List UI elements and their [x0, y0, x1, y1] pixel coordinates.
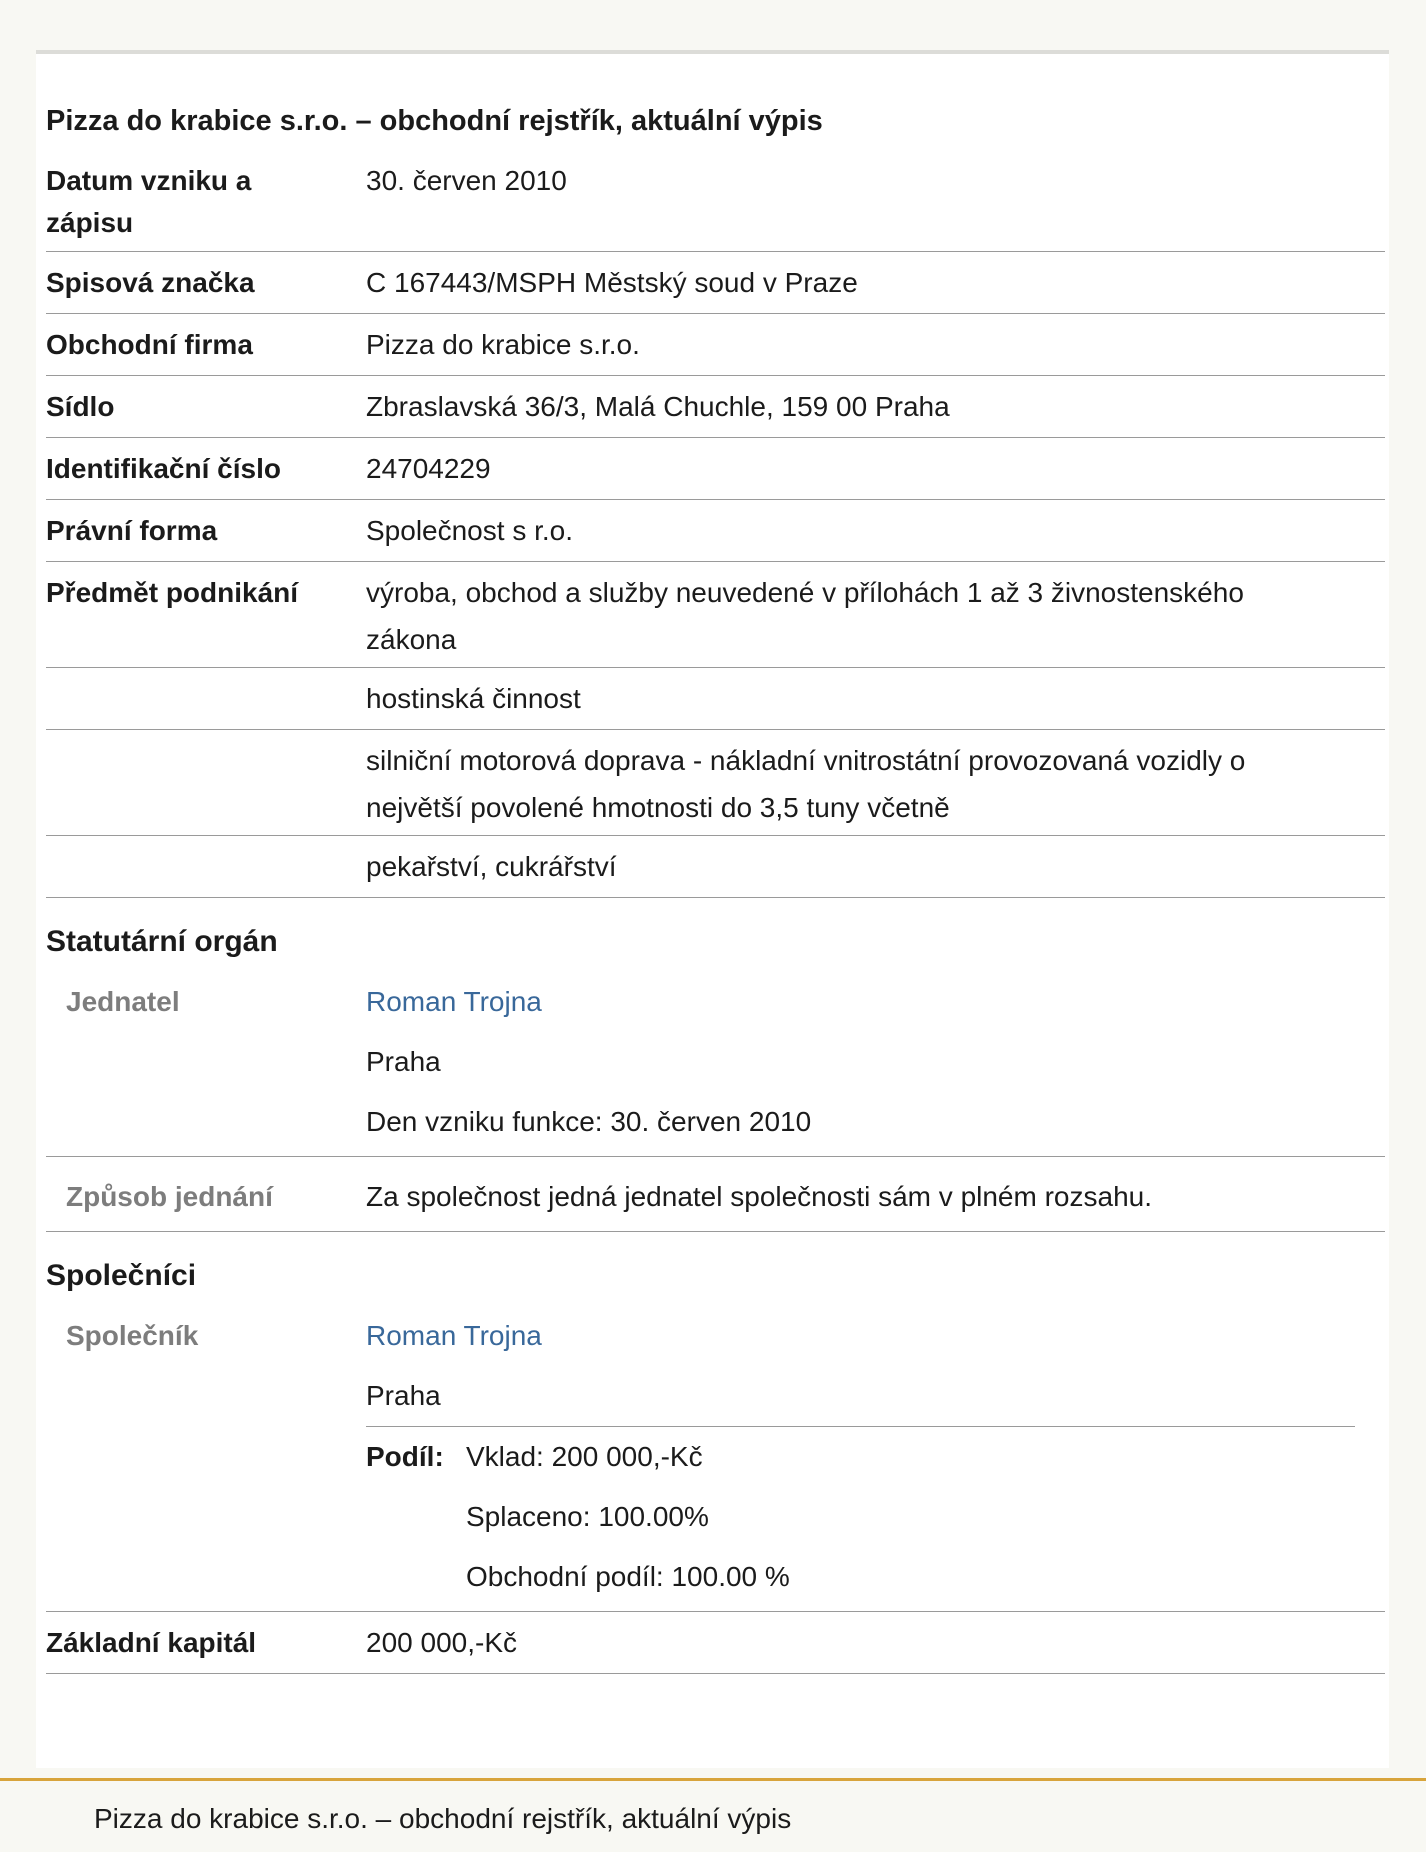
row-value: Pizza do krabice s.r.o. [366, 329, 640, 360]
share-label: Podíl: [366, 1441, 444, 1472]
business-value [366, 562, 1385, 667]
row-founding-date [46, 150, 1385, 252]
business-item [46, 562, 1385, 668]
row-label: Obchodní firma [46, 329, 253, 360]
row-label: Spisová značka [46, 267, 255, 298]
partner-details [366, 1306, 1385, 1607]
share-ownership: Obchodní podíl: 100.00 % [466, 1561, 790, 1592]
statutory-heading: Statutární orgán [46, 925, 278, 958]
row-legal-form [46, 500, 1385, 562]
row-value: 24704229 [366, 453, 491, 484]
business-value: pekařství, cukrářství [366, 851, 617, 882]
footer-title: Pizza do krabice s.r.o. – obchodní rejstřík, aktuální výpis [94, 1803, 792, 1834]
row-value: 30. červen 2010 [366, 165, 567, 196]
row-capital [46, 1612, 1385, 1674]
page-title: Pizza do krabice s.r.o. – obchodní rejstřík, aktuální výpis [46, 105, 823, 137]
executive-label: Jednatel [66, 986, 180, 1017]
label-line: Datum vzniku a [46, 165, 252, 196]
executive-since: Den vzniku funkce: 30. červen 2010 [366, 1106, 812, 1137]
partners-heading: Společníci [46, 1259, 197, 1292]
row-value: Zbraslavská 36/3, Malá Chuchle, 159 00 Praha [366, 391, 950, 422]
business-value [366, 730, 1385, 835]
executive-details [366, 972, 1385, 1152]
share-values [466, 1427, 790, 1607]
footer [0, 1778, 1426, 1852]
business-value: hostinská činnost [366, 683, 581, 714]
partner-share [366, 1426, 1355, 1607]
business-item [46, 668, 1385, 730]
business-activities [46, 562, 1385, 898]
executive-city: Praha [366, 1046, 441, 1077]
business-label-empty [46, 730, 366, 835]
row-label [46, 150, 366, 251]
business-text: výroba, obchod a služby neuvedené v přílohách 1 až 3 živnostenského [366, 577, 1244, 608]
executive-row [46, 972, 1385, 1157]
row-label: Základní kapitál [46, 1627, 257, 1658]
business-item [46, 836, 1385, 898]
conduct-label: Způsob jednání [66, 1181, 273, 1212]
share-deposit: Vklad: 200 000,-Kč [466, 1441, 703, 1472]
row-label: Identifikační číslo [46, 453, 281, 484]
partner-label: Společník [66, 1320, 199, 1351]
partner-name-link[interactable]: Roman Trojna [366, 1320, 542, 1351]
partner-city: Praha [366, 1380, 441, 1411]
register-content [46, 104, 1385, 1674]
business-label: Předmět podnikání [46, 577, 299, 608]
row-address [46, 376, 1385, 438]
business-text: silniční motorová doprava - nákladní vnitrostátní provozovaná vozidly o [366, 745, 1246, 776]
register-card [36, 50, 1389, 1768]
row-file-number [46, 252, 1385, 314]
business-item [46, 730, 1385, 836]
business-label-empty [46, 836, 366, 897]
business-label-empty [46, 668, 366, 729]
business-text: největší povolené hmotnosti do 3,5 tuny včetně [366, 792, 950, 823]
label-line: zápisu [46, 207, 134, 238]
conduct-row [46, 1157, 1385, 1232]
row-value: C 167443/MSPH Městský soud v Praze [366, 267, 858, 298]
business-text: zákona [366, 624, 457, 655]
conduct-value [366, 1167, 1385, 1227]
executive-name-link[interactable]: Roman Trojna [366, 986, 542, 1017]
partner-row [46, 1306, 1385, 1612]
share-paid: Splaceno: 100.00% [466, 1501, 709, 1532]
row-label: Právní forma [46, 515, 218, 546]
conduct-text: Za společnost jedná jednatel společnosti sám v plném rozsahu. [366, 1181, 1152, 1212]
row-company-name [46, 314, 1385, 376]
row-value: Společnost s r.o. [366, 515, 574, 546]
row-value: 200 000,-Kč [366, 1627, 517, 1658]
row-id-number [46, 438, 1385, 500]
row-label: Sídlo [46, 391, 115, 422]
